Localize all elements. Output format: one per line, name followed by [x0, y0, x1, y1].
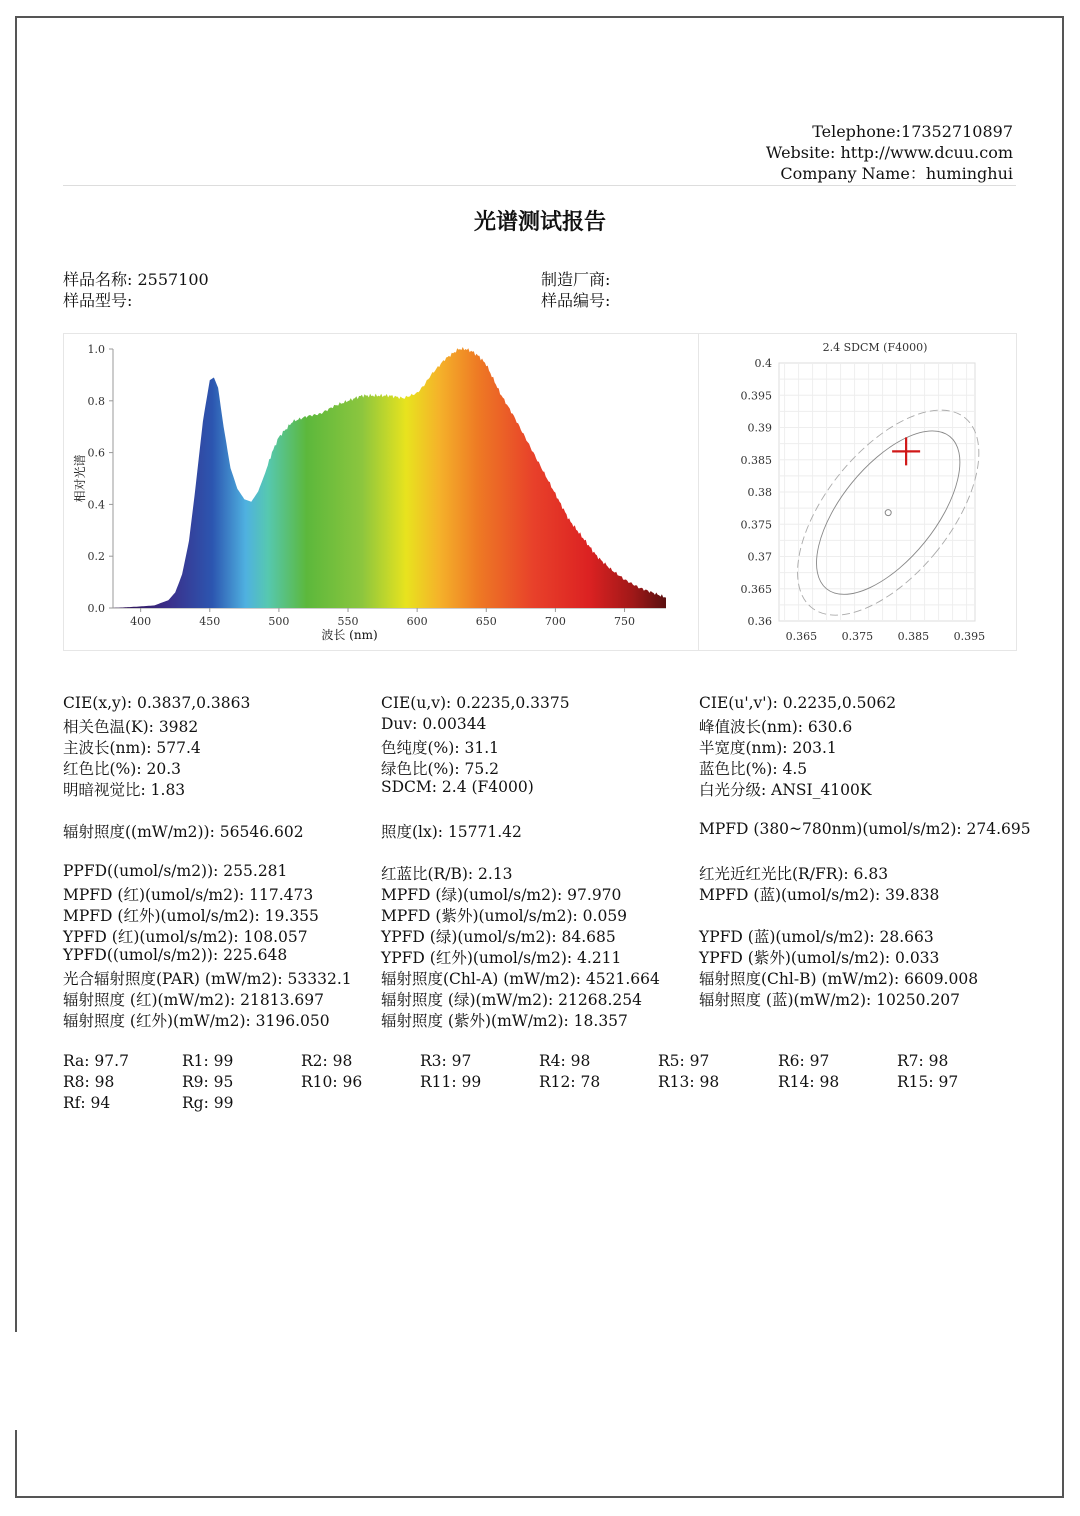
param-value: MPFD (蓝)(umol/s/m2): 39.838 — [699, 886, 940, 904]
param-value: YPFD (紫外)(umol/s/m2): 0.033 — [699, 949, 940, 967]
cri-value: Ra: 97.7 — [63, 1052, 129, 1070]
x-tick-label: 500 — [268, 615, 290, 628]
param-value: 白光分级: ANSI_4100K — [699, 781, 872, 799]
cri-value: R9: 95 — [182, 1073, 234, 1091]
param-value: 半宽度(nm): 203.1 — [699, 739, 837, 757]
cri-value: R3: 97 — [420, 1052, 472, 1070]
website: Website: http://www.dcuu.com — [765, 143, 1013, 162]
sdcm-x-tick-label: 0.375 — [841, 630, 874, 643]
param-value: 辐射照度 (蓝)(mW/m2): 10250.207 — [699, 991, 960, 1009]
x-tick-label: 700 — [544, 615, 566, 628]
sdcm-chart — [699, 333, 1017, 651]
param-value: YPFD (红外)(umol/s/m2): 4.211 — [381, 949, 622, 967]
y-axis-label: 相对光谱 — [73, 454, 87, 503]
sdcm-target-center — [885, 510, 891, 516]
param-value: MPFD (380~780nm)(umol/s/m2): 274.695 — [699, 820, 1031, 838]
x-tick-label: 400 — [130, 615, 152, 628]
param-value: MPFD (红)(umol/s/m2): 117.473 — [63, 886, 314, 904]
param-value: SDCM: 2.4 (F4000) — [381, 778, 534, 796]
cri-value: Rg: 99 — [182, 1094, 234, 1112]
param-value: 红光近红光比(R/FR): 6.83 — [699, 865, 889, 883]
param-value: 辐射照度 (绿)(mW/m2): 21268.254 — [381, 991, 642, 1009]
param-value: 辐射照度 (紫外)(mW/m2): 18.357 — [381, 1012, 628, 1030]
param-value: 色纯度(%): 31.1 — [381, 739, 499, 757]
param-value: MPFD (红外)(umol/s/m2): 19.355 — [63, 907, 319, 925]
sdcm-x-tick-label: 0.365 — [785, 630, 818, 643]
sdcm-y-tick-label: 0.375 — [740, 518, 772, 532]
y-tick-label: 0.2 — [87, 550, 105, 564]
param-value: CIE(u,v): 0.2235,0.3375 — [381, 694, 570, 712]
cri-value: R10: 96 — [301, 1073, 363, 1091]
y-tick-label: 1.0 — [87, 343, 105, 356]
sdcm-y-tick-label: 0.38 — [747, 486, 772, 499]
sdcm-y-tick-label: 0.4 — [754, 357, 772, 370]
param-value: YPFD((umol/s/m2)): 225.648 — [63, 946, 288, 964]
param-value: YPFD (绿)(umol/s/m2): 84.685 — [381, 928, 616, 946]
param-value: 红色比(%): 20.3 — [63, 760, 181, 778]
cri-value: R4: 98 — [539, 1052, 591, 1070]
x-axis-label: 波长 (nm) — [321, 628, 378, 642]
param-value: 红蓝比(R/B): 2.13 — [381, 865, 513, 883]
param-value: 相关色温(K): 3982 — [63, 718, 199, 736]
page-left-edge-lower — [15, 1430, 17, 1498]
sample-manufacturer: 制造厂商: — [541, 270, 611, 289]
x-tick-label: 450 — [199, 615, 221, 628]
sdcm-y-tick-label: 0.39 — [747, 421, 772, 435]
y-tick-label: 0.8 — [87, 394, 105, 408]
spectrum-area — [113, 347, 666, 608]
param-value: 绿色比(%): 75.2 — [381, 760, 499, 778]
param-value: YPFD (红)(umol/s/m2): 108.057 — [63, 928, 308, 946]
param-value: MPFD (绿)(umol/s/m2): 97.970 — [381, 886, 622, 904]
sdcm-y-tick-label: 0.36 — [747, 615, 772, 628]
cri-value: R5: 97 — [658, 1052, 710, 1070]
cri-value: R8: 98 — [63, 1073, 115, 1091]
report-title: 光谱测试报告 — [473, 210, 606, 235]
telephone: Telephone:17352710897 — [812, 122, 1013, 141]
contact-block — [766, 121, 1013, 184]
param-value: PPFD((umol/s/m2)): 255.281 — [63, 862, 288, 880]
cri-value: R2: 98 — [301, 1052, 353, 1070]
param-value: YPFD (蓝)(umol/s/m2): 28.663 — [699, 928, 934, 946]
cri-value: R6: 97 — [778, 1052, 830, 1070]
param-value: CIE(u',v'): 0.2235,0.5062 — [699, 694, 897, 712]
sample-number: 样品编号: — [541, 291, 611, 310]
sdcm-title: 2.4 SDCM (F4000) — [822, 341, 928, 354]
sample-model: 样品型号: — [63, 291, 133, 310]
company-name: Company Name：huminghui — [780, 164, 1013, 183]
sdcm-x-tick-label: 0.395 — [953, 630, 986, 643]
y-tick-label: 0.4 — [87, 498, 105, 512]
param-value: 光合辐射照度(PAR) (mW/m2): 53332.1 — [63, 970, 352, 988]
param-value: 峰值波长(nm): 630.6 — [699, 718, 853, 736]
sample-name: 样品名称: 2557100 — [63, 270, 209, 289]
x-tick-label: 750 — [614, 615, 636, 628]
sdcm-ellipse-outer — [763, 379, 1013, 647]
param-value: 照度(lx): 15771.42 — [381, 823, 522, 841]
param-value: 辐射照度 (红)(mW/m2): 21813.697 — [63, 991, 324, 1009]
header-divider — [63, 185, 1016, 186]
y-tick-label: 0.0 — [87, 602, 105, 615]
y-tick-label: 0.6 — [87, 446, 105, 460]
cri-value: Rf: 94 — [63, 1094, 111, 1112]
cri-value: R15: 97 — [897, 1073, 959, 1091]
sdcm-y-tick-label: 0.385 — [740, 453, 772, 467]
sdcm-x-tick-label: 0.385 — [897, 630, 930, 643]
cri-value: R14: 98 — [778, 1073, 840, 1091]
param-value: 辐射照度((mW/m2)): 56546.602 — [63, 823, 304, 841]
param-value: MPFD (紫外)(umol/s/m2): 0.059 — [381, 907, 628, 925]
cri-value: R7: 98 — [897, 1052, 949, 1070]
cri-value: R12: 78 — [539, 1073, 601, 1091]
cri-value: R1: 99 — [182, 1052, 234, 1070]
x-tick-label: 550 — [337, 615, 359, 628]
param-value: 辐射照度(Chl-A) (mW/m2): 4521.664 — [381, 970, 660, 988]
spectrum-chart — [63, 333, 698, 651]
sdcm-y-tick-label: 0.395 — [740, 389, 772, 403]
x-tick-label: 600 — [406, 615, 428, 628]
param-value: 辐射照度 (红外)(mW/m2): 3196.050 — [63, 1012, 330, 1030]
param-value: 蓝色比(%): 4.5 — [699, 760, 808, 778]
param-value: Duv: 0.00344 — [381, 715, 487, 733]
param-value: 明暗视觉比: 1.83 — [63, 781, 186, 799]
x-tick-label: 650 — [475, 615, 497, 628]
cri-value: R13: 98 — [658, 1073, 720, 1091]
sdcm-y-tick-label: 0.365 — [740, 582, 772, 596]
param-value: 主波长(nm): 577.4 — [63, 739, 201, 757]
param-value: CIE(x,y): 0.3837,0.3863 — [63, 694, 251, 712]
param-value: 辐射照度(Chl-B) (mW/m2): 6609.008 — [699, 970, 979, 988]
cri-value: R11: 99 — [420, 1073, 482, 1091]
sdcm-y-tick-label: 0.37 — [747, 550, 772, 564]
sdcm-ellipse — [790, 407, 986, 618]
